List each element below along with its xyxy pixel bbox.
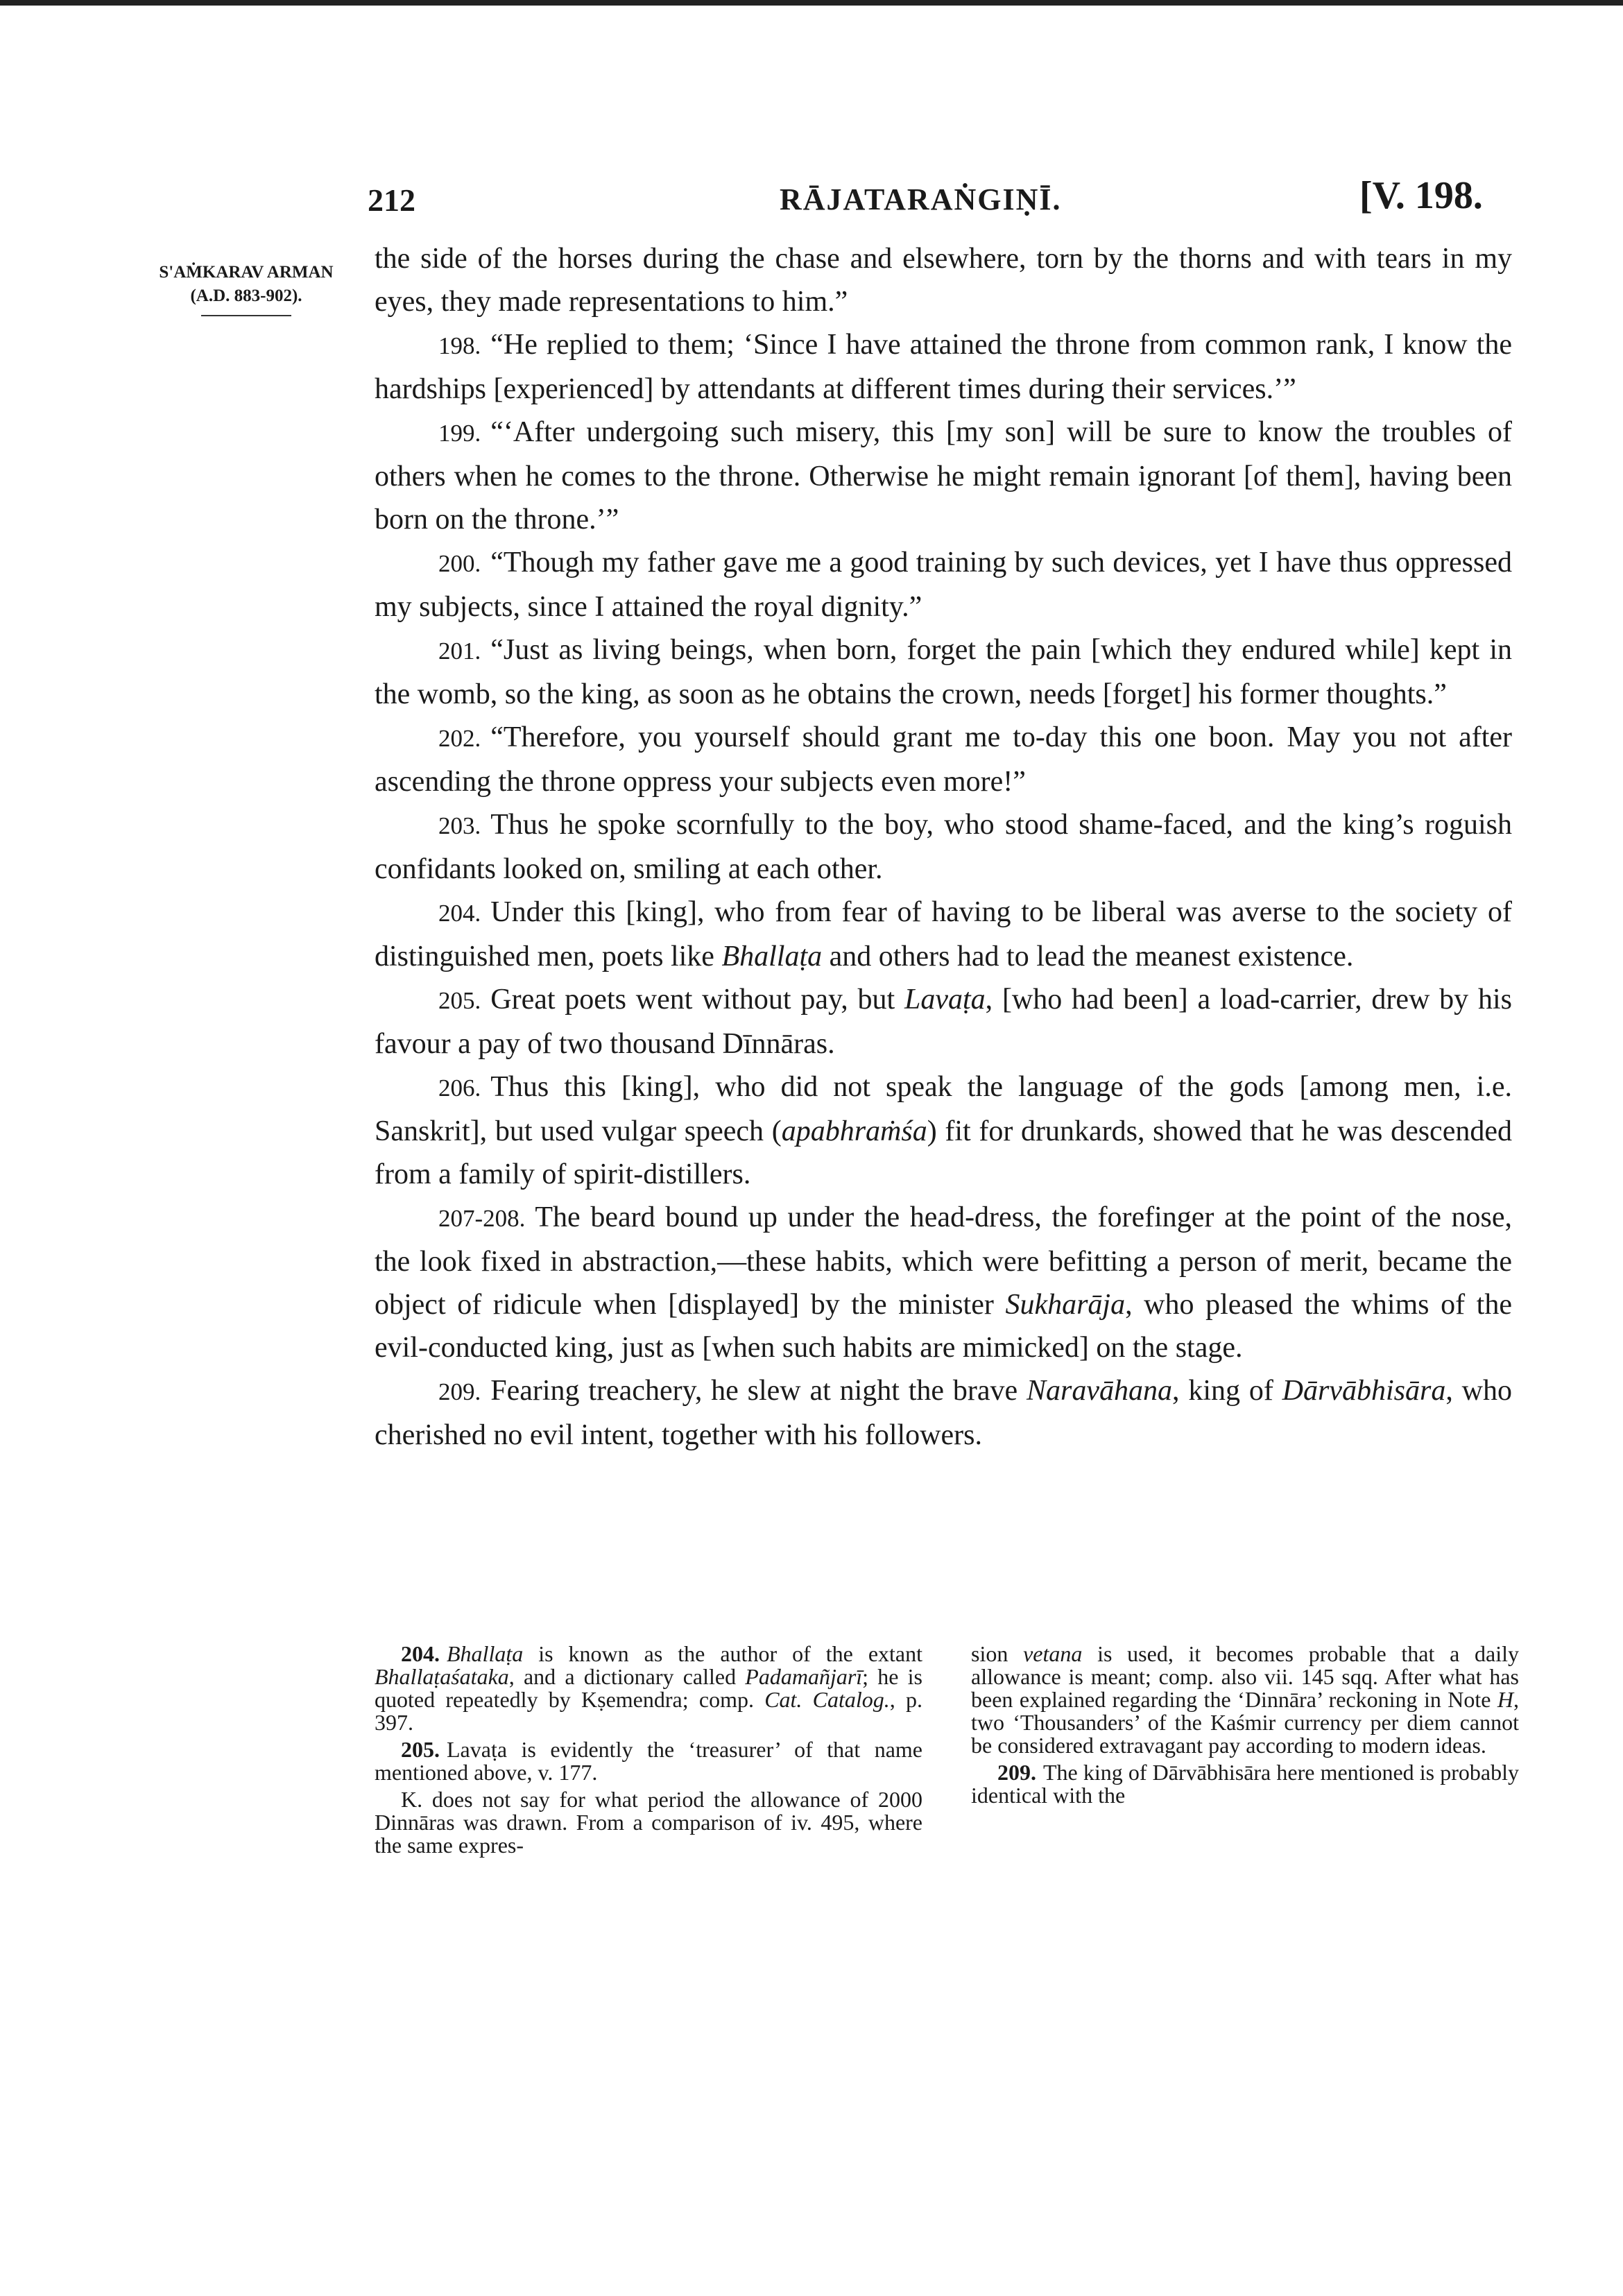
running-title: RĀJATARAṄGIṆĪ. bbox=[780, 182, 1062, 216]
footnote-209: 209. The king of Dārvābhisāra here mentioned is probably identical with the bbox=[971, 1760, 1519, 1808]
section-reference: [V. 198. bbox=[1359, 174, 1483, 217]
verse-number: 207-208. bbox=[438, 1205, 526, 1232]
footnotes bbox=[375, 1643, 1519, 1861]
verse-203: 203. Thus he spoke scornfully to the boy, who stood shame-faced, and the king’s roguish confidants looked on, smiling at each other. bbox=[375, 809, 1512, 885]
verse-number: 209. bbox=[438, 1378, 481, 1405]
footnote-column-left bbox=[375, 1643, 922, 1861]
footnote-205: 205. Lavaṭa is evidently the ‘treasurer’ of that name mentioned above, v. 177. bbox=[375, 1737, 922, 1785]
verse-number: 200. bbox=[438, 550, 481, 577]
verse-number: 199. bbox=[438, 420, 481, 447]
verse-number: 203. bbox=[438, 812, 481, 839]
verse-number: 198. bbox=[438, 332, 481, 359]
verse-200: 200. “Though my father gave me a good training by such devices, yet I have thus oppressed my subjects, since I attained the royal dignity.” bbox=[375, 547, 1512, 623]
verse-202: 202. “Therefore, you yourself should grant me to-day this one boon. May you not after ascending the throne oppress your subjects even more!” bbox=[375, 721, 1512, 798]
verse-number: 205. bbox=[438, 987, 481, 1014]
margin-note-king: S'AṀKARAV ARMAN bbox=[159, 263, 334, 282]
footnote-205-continued: sion vetana is used, it becomes probable that a daily allowance is meant; comp. also vii. 145 sqq. After what has been explained regarding the ‘Dinnāra’ reckoning in Note H, two ‘Thousanders’ of the Kaśmir currency per diem cannot be considered extravagant pay according to modern ideas. bbox=[971, 1641, 1520, 1758]
verse-205: 205. Great poets went without pay, but Lavaṭa, [who had been] a load-carrier, drew by his favour a pay of two thousand Dīnnāras. bbox=[375, 984, 1512, 1060]
margin-note-rule bbox=[201, 315, 291, 316]
verse-201: 201. “Just as living beings, when born, forget the pain [which they endured while] kept in the womb, so the king, as soon as he obtains the crown, needs [forget] his former thoughts.” bbox=[375, 634, 1512, 710]
verse-198: 198. “He replied to them; ‘Since I have attained the throne from common rank, I know the hardships [experienced] by attendants at different times during their services.’” bbox=[375, 329, 1512, 405]
main-text bbox=[375, 237, 1512, 1457]
verse-199: 199. “‘After undergoing such misery, this [my son] will be sure to know the troubles of others when he comes to the throne. Otherwise he might remain ignorant [of them], having been born on the throne.’” bbox=[375, 416, 1512, 536]
margin-note bbox=[146, 261, 347, 316]
footnote-205-allowance: K. does not say for what period the allowance of 2000 Dinnāras was drawn. From a comparison of iv. 495, where the same expres- bbox=[375, 1787, 922, 1858]
verse-number: 204. bbox=[438, 900, 481, 927]
footnote-204: 204. Bhallaṭa is known as the author of the extant Bhallaṭaśataka, and a dictionary called Padamañjarī; he is quoted repeatedly by Kṣemendra; comp. Cat. Catalog., p. 397. bbox=[375, 1641, 923, 1735]
verse-number: 206. bbox=[438, 1074, 481, 1102]
top-border bbox=[0, 0, 1623, 6]
page-number: 212 bbox=[368, 182, 415, 218]
footnote-column-right bbox=[971, 1643, 1519, 1861]
verse-number: 202. bbox=[438, 725, 481, 752]
verse-209: 209. Fearing treachery, he slew at night the brave Naravāhana, king of Dārvābhisāra, who cherished no evil intent, together with his followers. bbox=[375, 1375, 1512, 1451]
verse-207-208: 207-208. The beard bound up under the head-dress, the forefinger at the point of the nose, the look fixed in abstraction,—these habits, which were befitting a person of merit, became the object of ridicule when [displayed] by the minister Sukharāja, who pleased the whims of the evil-conducted king, just as [when such habits are mimicked] on the stage. bbox=[375, 1201, 1512, 1364]
verse-206: 206. Thus this [king], who did not speak the language of the gods [among men, i.e. Sanskrit], but used vulgar speech (apabhraṁśa) fit for drunkards, showed that he was descended from a family of spirit-distillers. bbox=[375, 1071, 1512, 1190]
verse-204: 204. Under this [king], who from fear of having to be liberal was averse to the society of distinguished men, poets like Bhallaṭa and others had to lead the meanest existence. bbox=[375, 896, 1512, 973]
paragraph-continued: the side of the horses during the chase and elsewhere, torn by the thorns and with tears in my eyes, they made representations to him.” bbox=[375, 243, 1512, 318]
margin-note-dates: (A.D. 883-902). bbox=[190, 286, 302, 305]
verse-number: 201. bbox=[438, 637, 481, 665]
